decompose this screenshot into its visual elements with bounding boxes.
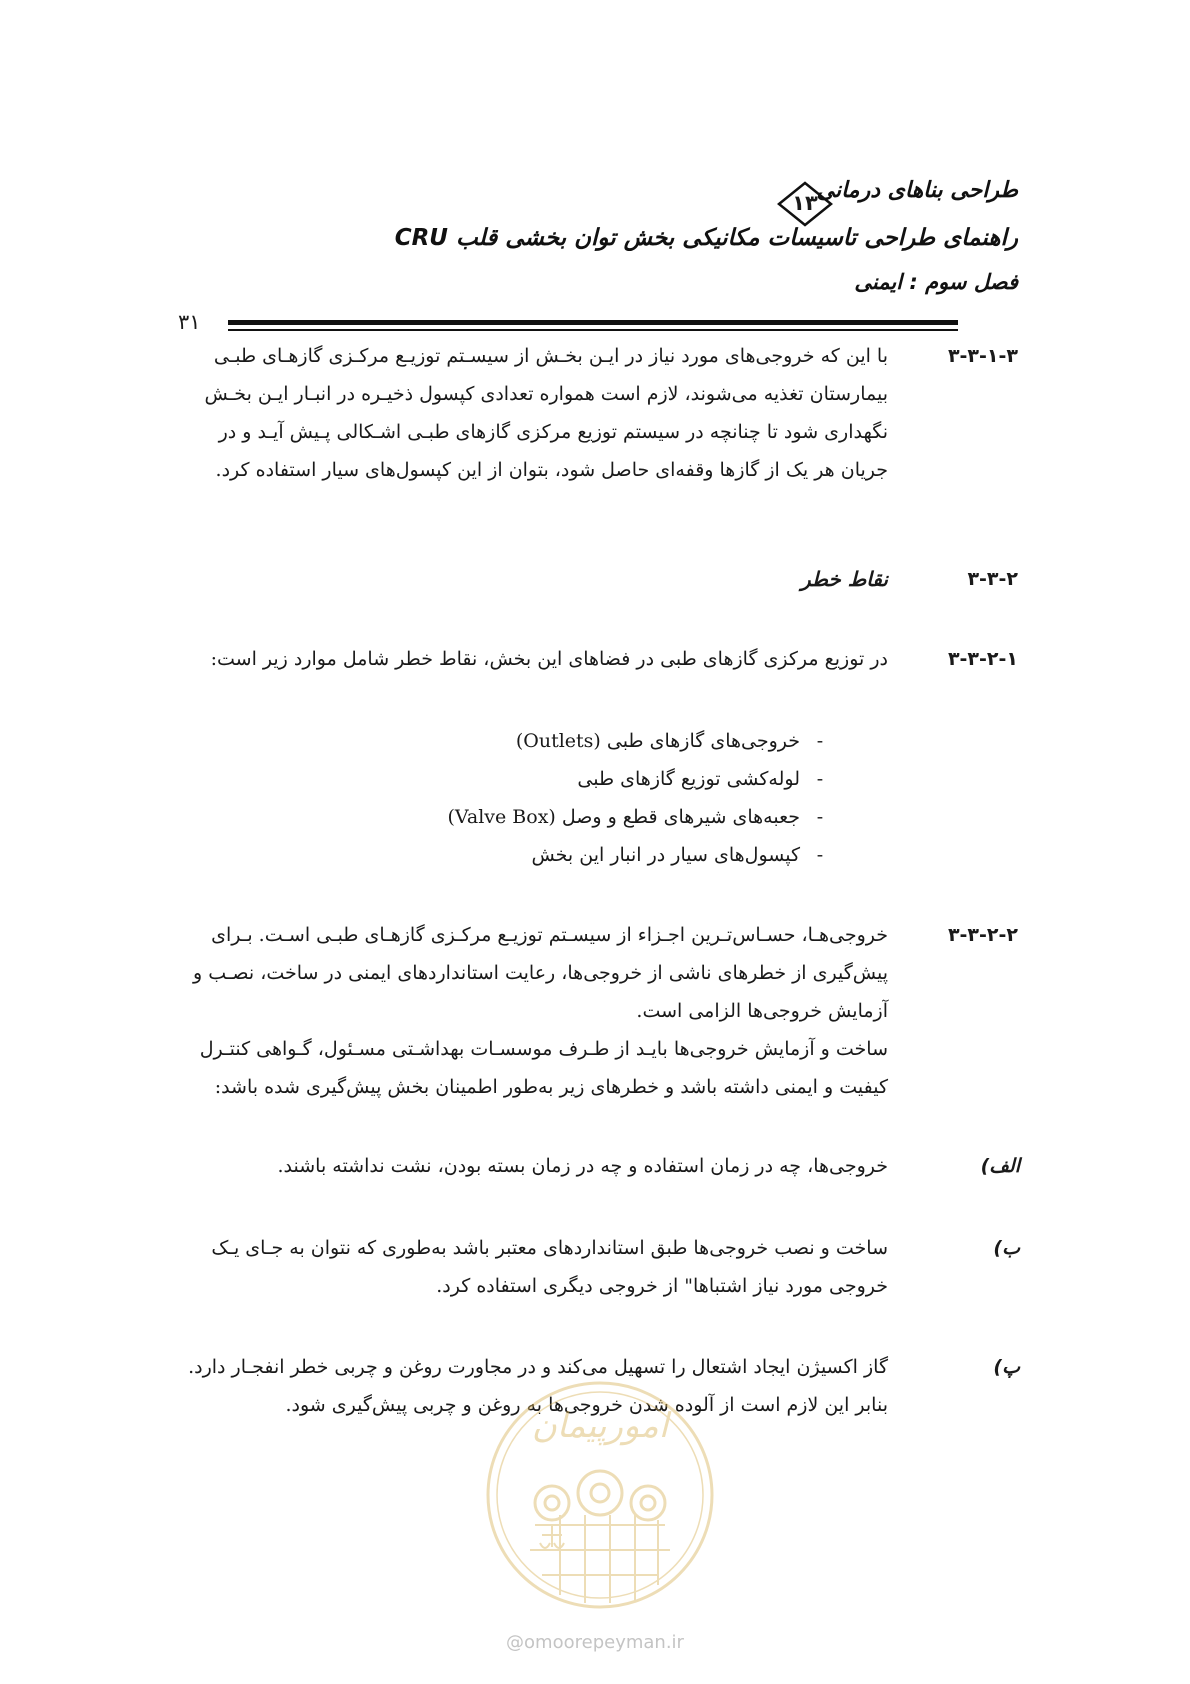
section-title: نقاط خطر <box>800 567 888 591</box>
bullet-marker: - <box>816 806 824 828</box>
paragraph-line: جریان هر یک از گازها وقفه‌ای حاصل شود، بتوان از این کپسول‌های سیار استفاده کرد. <box>215 459 888 481</box>
list-item-text: لوله‌کشی توزیع گازهای طبی <box>577 768 800 790</box>
list-item-text: جعبه‌های شیرهای قطع و وصل (Valve Box) <box>447 806 800 828</box>
item-line: خروجی مورد نیاز اشتباها" از خروجی دیگری استفاده کرد. <box>436 1275 888 1297</box>
section-number: ۳-۳-۲ <box>967 568 1018 590</box>
paragraph-number: ۳-۳-۱-۳ <box>947 345 1018 367</box>
paragraph-number: ۳-۳-۲-۲ <box>947 924 1018 946</box>
paragraph-line: نگهداری شود تا چنانچه در سیستم توزیع مرکزی گازهای طبـی اشـکالی پـیش آیـد و در <box>218 421 888 443</box>
item-letter: ب) <box>993 1237 1020 1259</box>
header-rule-thin <box>228 329 958 331</box>
paragraph-body <box>204 337 888 489</box>
header-chapter-title: فصل سوم : ایمنی <box>854 270 1018 294</box>
page-number: ۳۱ <box>178 310 201 334</box>
item-body <box>211 1229 888 1305</box>
item-body <box>235 1147 888 1185</box>
list-item-text: خروجی‌های گازهای طبی (Outlets) <box>515 730 800 752</box>
paragraph-line: در توزیع مرکزی گازهای طبی در فضاهای این بخش، نقاط خطر شامل موارد زیر است: <box>210 648 888 670</box>
item-line: بنابر این لازم است از آلوده شدن خروجی‌ها به روغن و چربی پیش‌گیری شود. <box>285 1394 888 1416</box>
paragraph-line: ساخت و آزمایش خروجی‌ها بایـد از طـرف موسسـات بهداشـتی مسـئول، گـواهی کنتـرل <box>199 1038 888 1060</box>
bullet-marker: - <box>816 768 824 790</box>
bullet-marker: - <box>816 844 824 866</box>
list-item-text: کپسول‌های سیار در انبار این بخش <box>531 844 800 866</box>
item-letter: الف) <box>980 1155 1020 1177</box>
paragraph-line: پیش‌گیری از خطرهای ناشی از خروجی‌ها، رعایت استانداردهای ایمنی در ساخت، نصـب و <box>192 962 888 984</box>
watermark-logo-text: امورپیمان <box>531 1406 669 1446</box>
list-item <box>447 798 840 836</box>
paragraph-line: بیمارستان تغذیه می‌شوند، لازم است همواره تعدادی کپسول ذخیـره در انبـار ایـن بخـش <box>204 383 888 405</box>
item-line: خروجی‌ها، چه در زمان استفاده و چه در زمان بسته بودن، نشت نداشته باشند. <box>277 1155 888 1177</box>
list-item <box>531 836 840 874</box>
list-item <box>577 760 840 798</box>
item-letter: پ) <box>993 1356 1020 1378</box>
paragraph-body <box>192 916 888 1106</box>
bullet-marker: - <box>816 730 824 752</box>
header-volume-number: ۱۳ <box>792 191 818 215</box>
item-line: ساخت و نصب خروجی‌ها طبق استانداردهای معتبر باشد به‌طوری که نتوان به جـای یـک <box>211 1237 888 1259</box>
paragraph-line: کیفیت و ایمنی داشته باشد و خطرهای زیر به‌طور اطمینان بخش پیش‌گیری شده باشد: <box>214 1076 888 1098</box>
paragraph-number: ۳-۳-۲-۱ <box>947 648 1018 670</box>
paragraph-line: آزمایش خروجی‌ها الزامی است. <box>636 1000 888 1022</box>
watermark-url: @omoorepeyman.ir <box>506 1632 684 1653</box>
list-item <box>516 722 840 760</box>
header-guide-title: راهنمای طراحی تاسیسات مکانیکی بخش توان بخشی قلب CRU <box>394 225 1018 251</box>
paragraph-line: با این که خروجی‌های مورد نیاز در ایـن بخـش از سیسـتم توزیـع مرکـزی گازهـای طبـی <box>213 345 888 367</box>
watermark-seal-icon <box>480 1375 720 1615</box>
header-book-title: طراحی بناهای درمانی <box>816 178 1018 203</box>
paragraph-body <box>210 640 888 678</box>
item-line: گاز اکسیژن ایجاد اشتعال را تسهیل می‌کند و در مجاورت روغن و چربی خطر انفجـار دارد. <box>188 1356 888 1378</box>
header-rule-thick <box>228 320 958 325</box>
paragraph-line: خروجی‌هـا، حسـاس‌تـرین اجـزاء از سیسـتم توزیـع مرکـزی گازهـای طبـی اسـت. بـرای <box>211 924 888 946</box>
